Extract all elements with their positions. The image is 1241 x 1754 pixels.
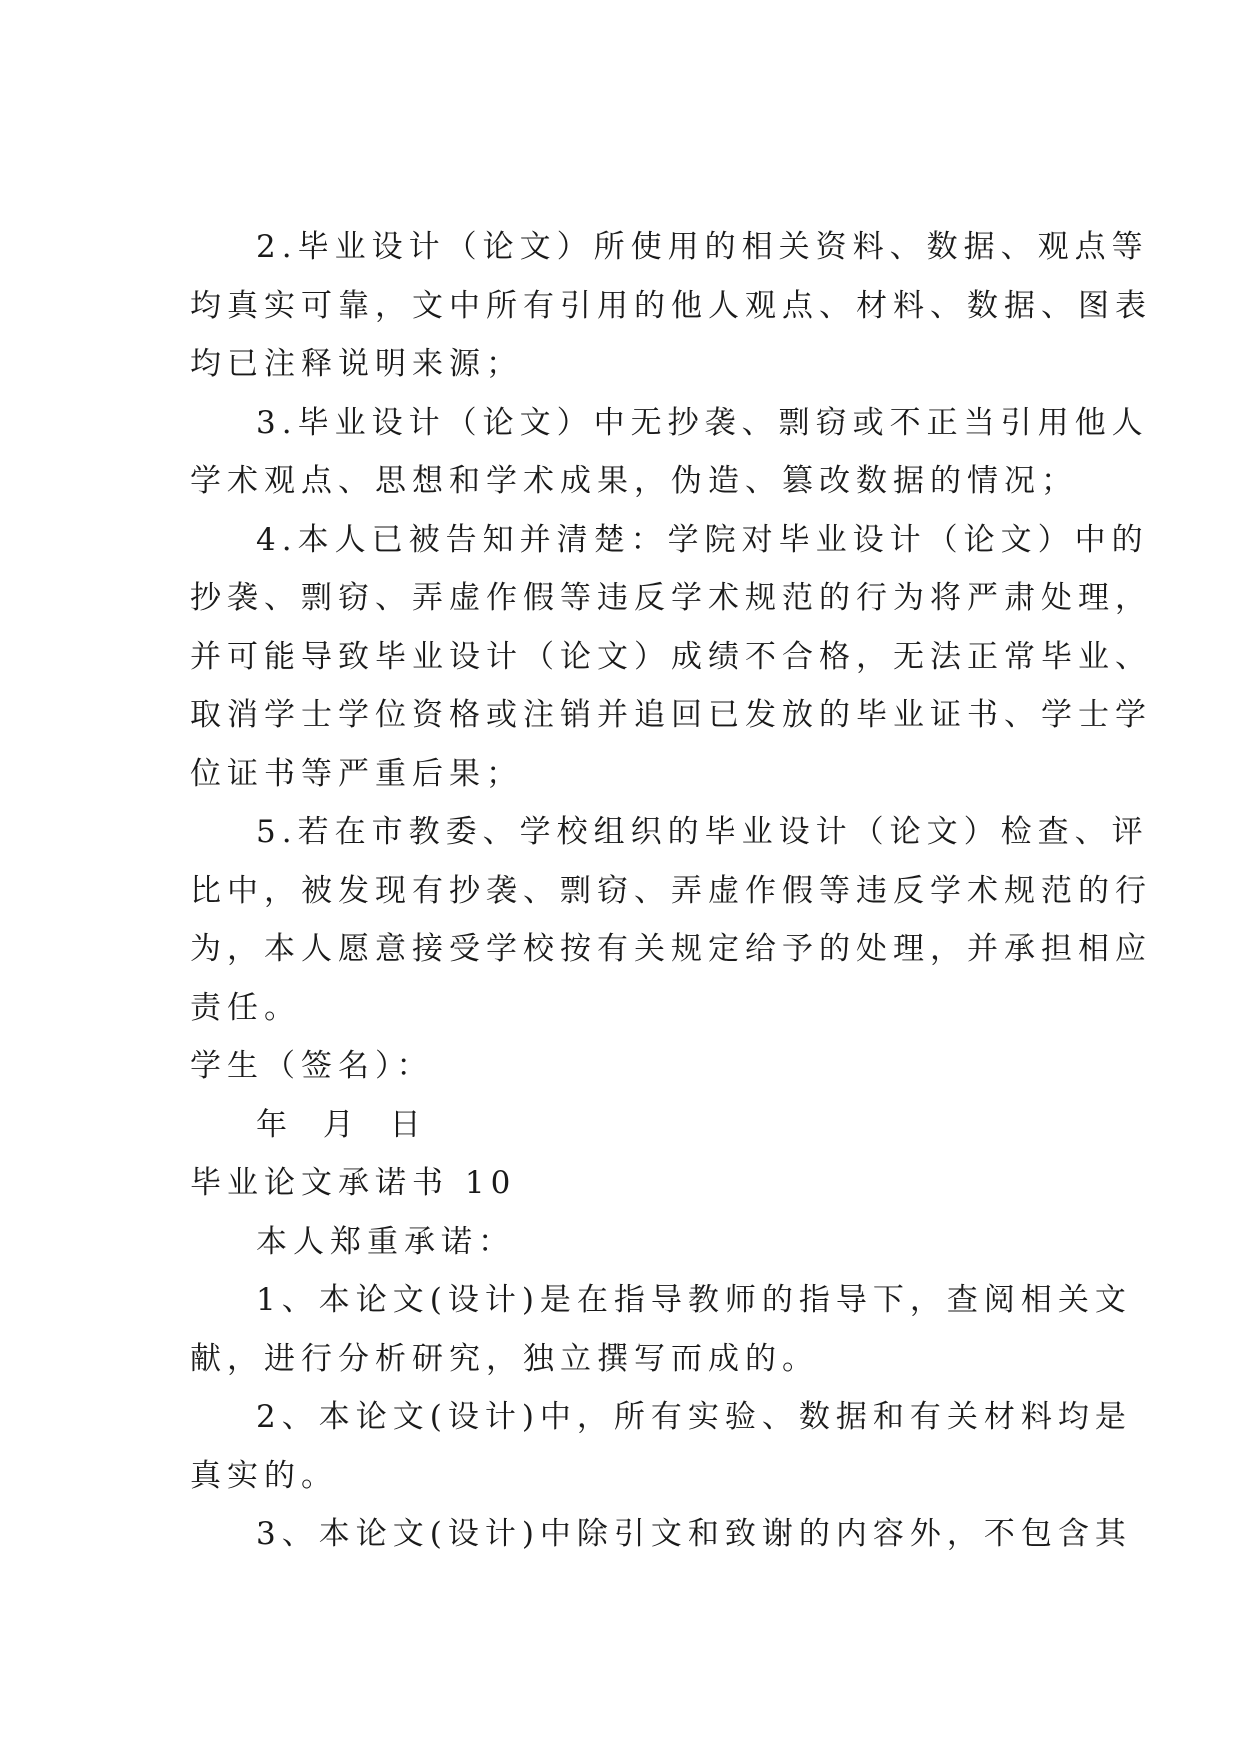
paragraph-line: 比中，被发现有抄袭、剽窃、弄虚作假等违反学术规范的行 [190,872,1152,909]
paragraph-line: 均真实可靠，文中所有引用的他人观点、材料、数据、图表 [190,287,1152,324]
paragraph-line: 本人郑重承诺： [256,1223,515,1260]
paragraph-line: 2、本论文(设计)中，所有实验、数据和有关材料均是 [256,1399,1132,1435]
section-title: 毕业论文承诺书 10 [190,1165,517,1201]
signature-label: 学生（签名）： [190,1048,434,1084]
document-body [190,218,1152,1564]
paragraph-line: 3.毕业设计（论文）中无抄袭、剽窃或不正当引用他人 [256,404,1149,441]
paragraph-line: 并可能导致毕业设计（论文）成绩不合格，无法正常毕业、 [190,638,1152,675]
paragraph-line: 2.毕业设计（论文）所使用的相关资料、数据、观点等 [256,229,1149,265]
paragraph-line: 1、本论文(设计)是在指导教师的指导下，查阅相关文 [256,1282,1132,1318]
paragraph-line: 均已注释说明来源； [190,346,523,382]
paragraph-line: 学术观点、思想和学术成果，伪造、篡改数据的情况； [190,463,1078,499]
paragraph-line: 位证书等严重后果； [190,755,523,792]
paragraph-line: 真实的。 [190,1457,338,1494]
paragraph-line: 献，进行分析研究，独立撰写而成的。 [190,1340,819,1377]
paragraph-line: 5.若在市教委、学校组织的毕业设计（论文）检查、评 [256,814,1149,850]
paragraph-line: 取消学士学位资格或注销并追回已发放的毕业证书、学士学 [190,697,1152,733]
paragraph-line: 抄袭、剽窃、弄虚作假等违反学术规范的行为将严肃处理， [190,580,1152,616]
paragraph-line: 为，本人愿意接受学校按有关规定给予的处理，并承担相应 [190,931,1152,967]
paragraph-line: 3、本论文(设计)中除引文和致谢的内容外，不包含其 [256,1516,1132,1552]
paragraph-line: 责任。 [190,989,301,1026]
date-line: 年 月 日 [256,1106,427,1143]
paragraph-line: 4.本人已被告知并清楚：学院对毕业设计（论文）中的 [256,521,1149,558]
